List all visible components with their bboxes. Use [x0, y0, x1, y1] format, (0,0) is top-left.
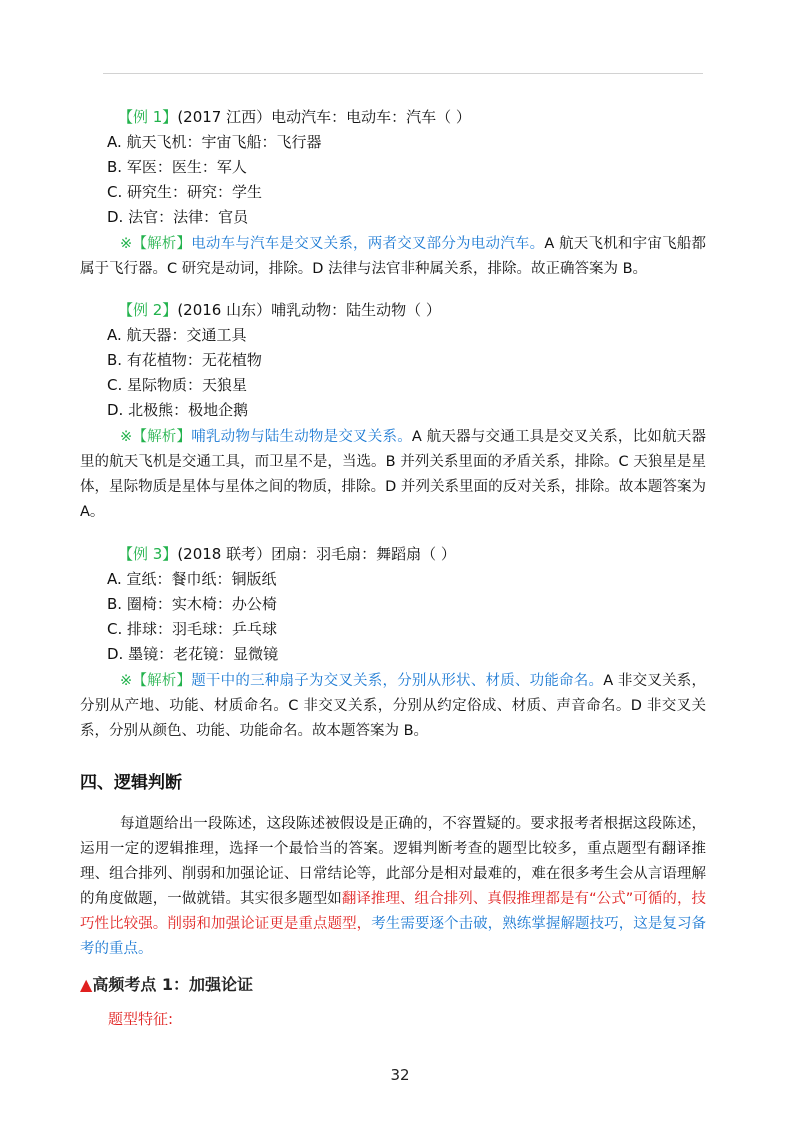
example-3-option-b: B. 圈椅：实木椅：办公椅	[107, 595, 277, 613]
example-2-option-d: D. 北极熊：极地企鹅	[107, 401, 249, 419]
example-2-question	[118, 299, 441, 320]
example-question-text: (2017 江西）电动汽车：电动车：汽车（ ）	[177, 108, 471, 126]
example-question-text: (2016 山东）哺乳动物：陆生动物（ ）	[177, 301, 441, 319]
header-rule	[103, 73, 703, 74]
example-tag: 【例 3】	[118, 545, 178, 563]
example-tag: 【例 1】	[118, 108, 178, 126]
example-2-option-a: A. 航天器：交通工具	[107, 326, 247, 344]
example-1-question	[118, 106, 471, 127]
intro-text: 每道题给出一段陈述，这段陈述被假设是正确的，不容置疑的。要求报考者根据这段陈述，运用一定的逻辑推理，选择一个最恰当的答案。逻辑判断考查的题型比较多，重点题型有翻译推理、组合排列、削弱和加强论证、日常结论等，此部分是相对最难的，难在很多考生会从言语理解的角度做题，一做就错。其实很多题型如	[80, 816, 706, 907]
keypoint-title: 高频考点 1：加强论证	[92, 975, 254, 994]
analysis-prefix: ※【解析】	[120, 673, 192, 689]
example-question-text: (2018 联考）团扇：羽毛扇：舞蹈扇（ ）	[177, 545, 456, 563]
example-tag: 【例 2】	[118, 301, 178, 319]
analysis-prefix: ※【解析】	[120, 429, 192, 445]
example-1-option-d: D. 法官：法律：官员	[107, 208, 249, 226]
example-3-analysis	[80, 669, 706, 744]
analysis-rest: A 非交叉关系，分别从产地、功能、材质命名。C 非交叉关系，分别从约定俗成、材质、声音命名。D 非交叉关系，分别从颜色、功能、功能命名。故本题答案为 B。	[80, 673, 706, 739]
analysis-highlight: 电动车与汽车是交叉关系，两者交叉部分为电动汽车。	[191, 236, 545, 252]
section-intro	[80, 812, 706, 962]
intro-blue-text: 考生需要逐个击破，熟练掌握解题技巧，这是复习备考的重点。	[80, 916, 707, 957]
feature-label: 题型特征:	[108, 1010, 174, 1028]
analysis-highlight: 哺乳动物与陆生动物是交叉关系。	[191, 429, 412, 445]
analysis-rest: A 航天飞机和宇宙飞船都属于飞行器。C 研究是动词，排除。D 法律与法官非种属关系，排除。故正确答案为 B。	[80, 236, 707, 277]
example-3-option-a: A. 宣纸：餐巾纸：铜版纸	[107, 570, 277, 588]
intro-red-text: 翻译推理、组合排列、真假推理都是有“公式”可循的，技巧性比较强。削弱和加强论证更是重点题型，	[80, 891, 706, 932]
analysis-prefix: ※【解析】	[120, 236, 192, 252]
example-3-option-d: D. 墨镜：老花镜：显微镜	[107, 645, 279, 663]
example-1-option-b: B. 军医：医生：军人	[107, 158, 247, 176]
example-1-option-c: C. 研究生：研究：学生	[107, 183, 263, 201]
analysis-highlight: 题干中的三种扇子为交叉关系，分别从形状、材质、功能命名。	[191, 673, 604, 689]
example-2-option-b: B. 有花植物：无花植物	[107, 351, 262, 369]
example-1-option-a: A. 航天飞机：宇宙飞船：飞行器	[107, 133, 322, 151]
example-3-option-c: C. 排球：羽毛球：乒乓球	[107, 620, 278, 638]
triangle-icon: ▲	[80, 975, 93, 994]
keypoint-heading	[80, 972, 253, 995]
example-2-analysis	[80, 425, 706, 525]
example-2-option-c: C. 星际物质：天狼星	[107, 376, 248, 394]
analysis-rest: A 航天器与交通工具是交叉关系，比如航天器里的航天飞机是交通工具，而卫星不是，当选。B 并列关系里面的矛盾关系，排除。C 天狼星是星体，星际物质是星体与星体之间的物质，排除。D 并列关系里面的反对关系，排除。故本题答案为 A。	[80, 429, 706, 520]
example-3-question	[118, 543, 456, 564]
example-1-analysis	[80, 232, 706, 282]
section-title: 四、逻辑判断	[80, 773, 182, 793]
page-number: 32	[390, 1066, 410, 1084]
